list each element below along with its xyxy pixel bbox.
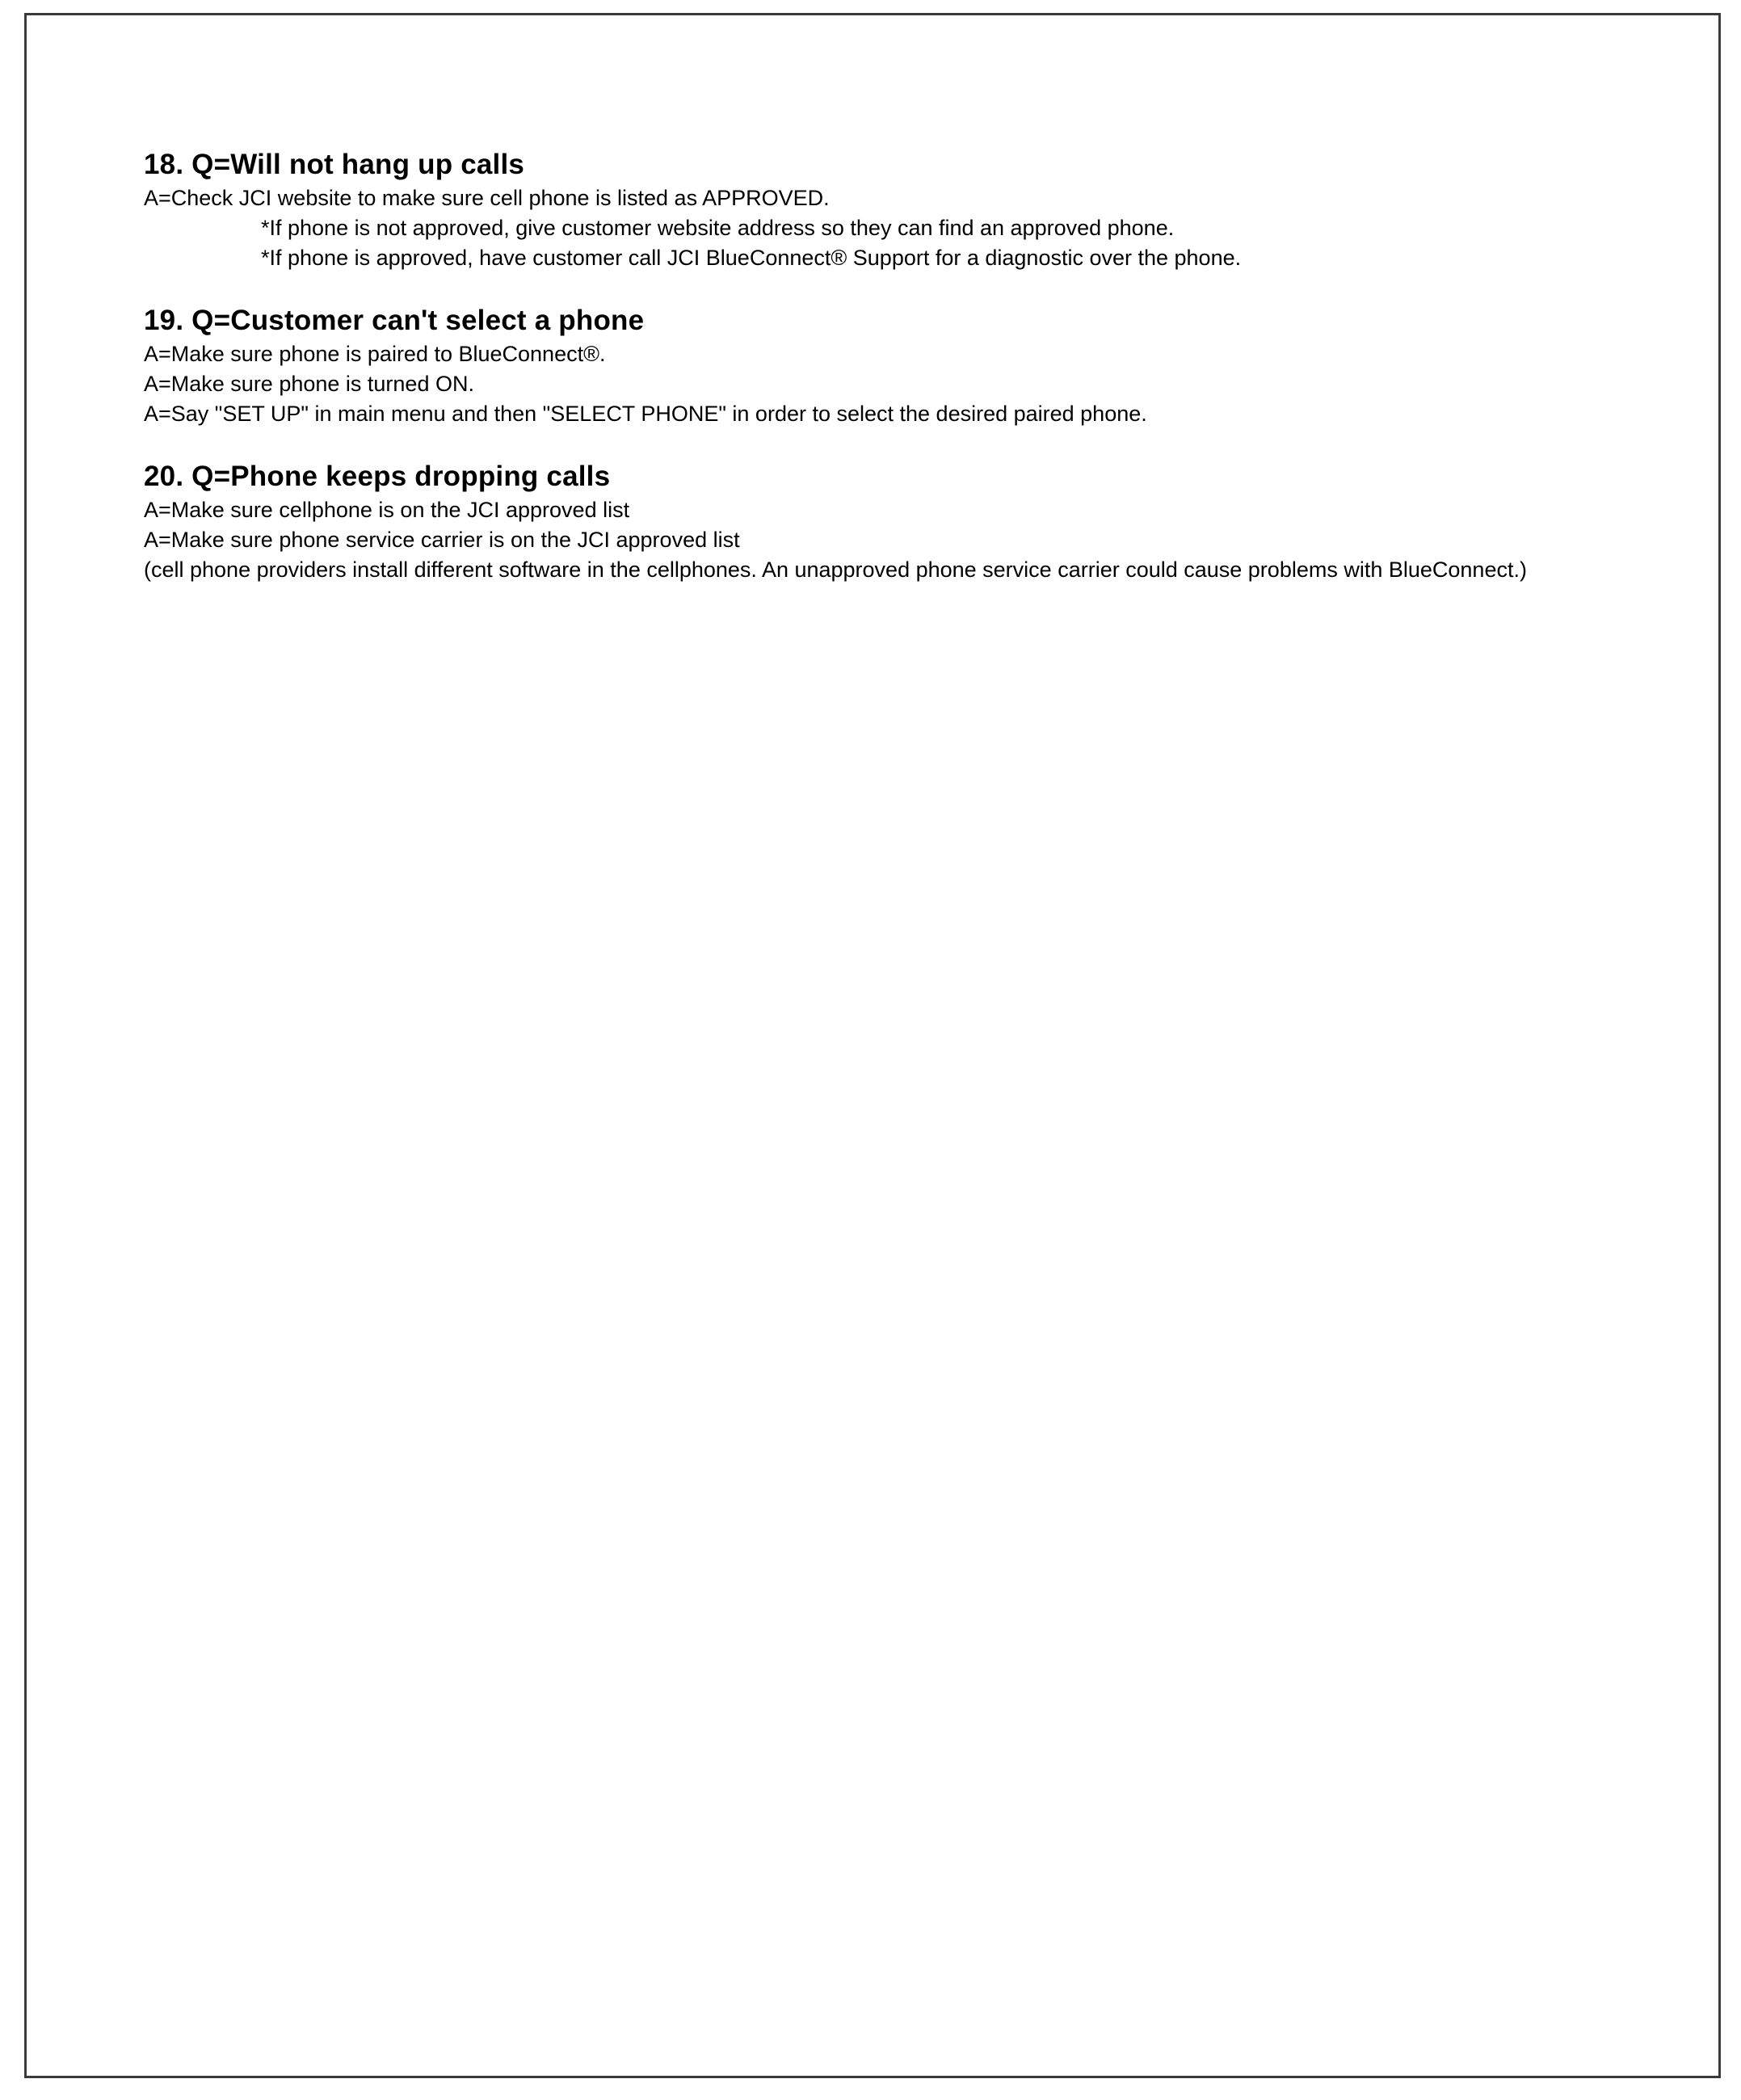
question-heading: 20. Q=Phone keeps dropping calls [144, 461, 611, 492]
answer-line: A=Say "SET UP" in main menu and then "SELECT PHONE" in order to select the desired paired phone. [144, 402, 1147, 426]
answer-subline: *If phone is not approved, give customer website address so they can find an approved phone. [261, 216, 1175, 240]
answer-line: A=Make sure phone is turned ON. [144, 372, 474, 396]
page-frame [24, 13, 1721, 2078]
answer-line: A=Make sure cellphone is on the JCI approved list [144, 498, 630, 522]
answer-subline: *If phone is approved, have customer call JCI BlueConnect® Support for a diagnostic over the phone. [261, 246, 1242, 270]
question-heading: 18. Q=Will not hang up calls [144, 149, 525, 180]
answer-note: (cell phone providers install different software in the cellphones. An unapproved phone service carrier could cause problems with BlueConnect.) [144, 558, 1527, 582]
faq-section-20 [144, 458, 1679, 585]
answer-line: A=Check JCI website to make sure cell phone is listed as APPROVED. [144, 186, 830, 210]
faq-section-19 [144, 302, 1679, 429]
faq-section-18 [144, 146, 1679, 273]
document-body [144, 146, 1679, 614]
question-heading: 19. Q=Customer can't select a phone [144, 305, 645, 336]
answer-line: A=Make sure phone is paired to BlueConnect®. [144, 342, 606, 366]
answer-line: A=Make sure phone service carrier is on the JCI approved list [144, 528, 740, 552]
